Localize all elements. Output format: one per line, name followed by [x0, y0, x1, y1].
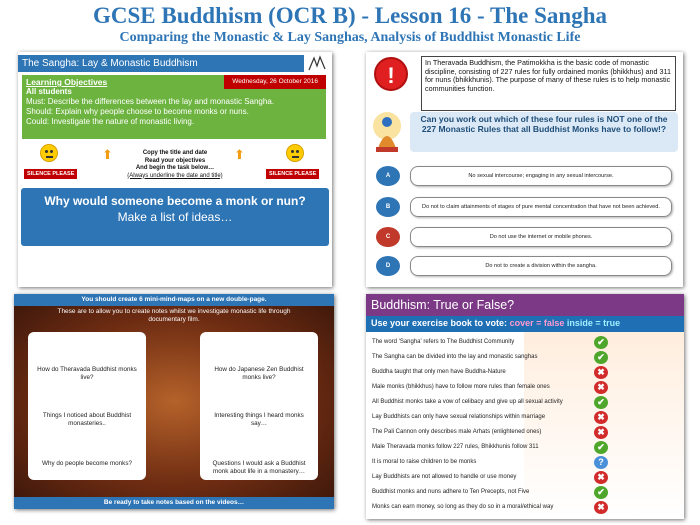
silence-badge: SILENCE PLEASE — [24, 169, 77, 179]
learning-objectives — [22, 75, 326, 139]
mind-map-right — [200, 332, 318, 480]
statement: The Sangha can be divided into the lay and monastic sanghas — [372, 354, 538, 360]
mind-map-prompt: Interesting things I heard monks say… — [214, 412, 304, 427]
option-letter: A — [376, 166, 400, 186]
mind-map-prompt: Questions I would ask a Buddhist monk about life in a monastery… — [212, 460, 306, 475]
mind-map-footer: Be ready to take notes based on the videos… — [14, 497, 334, 509]
calligraphy-icon — [306, 54, 328, 74]
lo-sub: All students — [26, 87, 72, 96]
slide-intro[interactable] — [18, 52, 332, 287]
mind-map-prompt: How do Theravada Buddhist monks live? — [37, 366, 137, 381]
warning-icon: ! — [374, 57, 408, 91]
quiz-question: Can you work out which of these four rules is NOT one of the 227 Monastic Rules that all Buddhist Monks have to follow!? — [410, 112, 678, 152]
option-text: Do not use the internet or mobile phones. — [410, 227, 672, 247]
statement: Monks can earn money, so long as they do so in a moral/ethical way — [372, 504, 554, 510]
option-b[interactable] — [376, 197, 676, 217]
vote-instruction — [366, 316, 684, 332]
patimokkha-info: In Theravada Buddhism, the Patimokkha is the basic code of monastic discipline, consisting of 227 rules for fully ordained monks (bhikkhus) and 311 for nuns (bhikkhunis). The purpose of many of these rules is to help monastic communities function. — [421, 56, 676, 111]
instruction: (Always underline the date and title) — [127, 172, 223, 179]
date-badge: Wednesday, 26 October 2016 — [224, 75, 326, 89]
statement: All Buddhist monks take a vow of celibacy and give up all sexual activity — [372, 399, 563, 405]
option-letter: B — [376, 197, 400, 217]
tick-icon: ✔ — [594, 486, 608, 499]
question-text: Why would someone become a monk or nun? — [44, 194, 306, 208]
mind-map-left — [28, 332, 146, 480]
cross-icon: ✖ — [594, 366, 608, 379]
slide-mind-maps[interactable] — [14, 294, 334, 509]
tick-icon: ✔ — [594, 396, 608, 409]
instruction: And begin the task below… — [135, 165, 215, 171]
arrow-up-icon: ⬆ — [234, 147, 245, 162]
statement: Lay Buddhists can only have sexual relationships within marriage — [372, 414, 546, 420]
option-text: Do not to claim attainments of stages of pure mental concentration that have not been achieved. — [410, 197, 672, 217]
tick-icon: ✔ — [594, 351, 608, 364]
option-text: No sexual intercourse; engaging in any sexual intercourse. — [410, 166, 672, 186]
slide-intro-title: The Sangha: Lay & Monastic Buddhism — [18, 55, 304, 72]
mind-map-prompt: How do Japanese Zen Buddhist monks live? — [214, 366, 304, 381]
lo-must: Must: Describe the differences between the lay and monastic Sangha. — [26, 97, 274, 106]
lo-could: Could: Investigate the nature of monastic living. — [26, 117, 195, 126]
option-letter: D — [376, 256, 400, 276]
option-a[interactable] — [376, 166, 676, 186]
true-false-title: Buddhism: True or False? — [366, 294, 684, 316]
mind-map-prompt: Things I noticed about Buddhist monasteries.. — [42, 412, 132, 427]
statement: The Pali Cannon only describes male Arhats (enlightened ones) — [372, 429, 542, 435]
statement: Male Theravada monks follow 227 rules, Bhikkhunis follow 311 — [372, 444, 539, 450]
instruction: Read your objectives — [144, 157, 206, 164]
option-c[interactable] — [376, 227, 676, 247]
buddha-icon — [370, 110, 404, 154]
page-title: GCSE Buddhism (OCR B) - Lesson 16 - The Sangha — [92, 3, 608, 28]
arrow-up-icon: ⬆ — [102, 147, 113, 162]
silence-badge: SILENCE PLEASE — [266, 169, 319, 179]
statement: The word 'Sangha' refers to The Buddhist Community — [372, 339, 515, 345]
page-subtitle: Comparing the Monastic & Lay Sanghas, Analysis of Buddhist Monastic Life — [119, 30, 581, 45]
slide-true-false[interactable] — [366, 294, 684, 519]
tick-icon: ✔ — [594, 441, 608, 454]
lo-should: Should: Explain why people choose to become monks or nuns. — [26, 107, 249, 116]
inside-label: inside = true — [566, 318, 621, 328]
mind-map-sub: These are to allow you to create notes whilst we investigate monastic life through documentary film. — [57, 308, 291, 323]
statement: Buddhist monks and nuns adhere to Ten Precepts, not Five — [372, 489, 530, 495]
tick-icon: ✔ — [594, 336, 608, 349]
instructions — [100, 147, 250, 180]
cross-icon: ✖ — [594, 501, 608, 514]
cross-icon: ✖ — [594, 381, 608, 394]
mind-map-prompt: Why do people become monks? — [42, 460, 132, 467]
cross-icon: ✖ — [594, 471, 608, 484]
shush-emoji-icon — [286, 144, 304, 162]
shush-emoji-icon — [40, 144, 58, 162]
mind-map-header: You should create 6 mini-mind-maps on a new double-page. — [14, 294, 334, 306]
page-header — [0, 2, 700, 46]
vote-text: Use your exercise book to vote: — [371, 318, 508, 328]
cover-label: cover = false — [509, 318, 565, 328]
statement: Lay Buddhists are not allowed to handle or use money — [372, 474, 517, 480]
option-letter: C — [376, 227, 400, 247]
option-text: Do not to create a division within the sangha. — [410, 256, 672, 276]
task-text: Make a list of ideas… — [117, 210, 233, 224]
question-mark-icon: ? — [594, 456, 608, 469]
starter-question — [21, 188, 329, 246]
cross-icon: ✖ — [594, 426, 608, 439]
statement: It is moral to raise children to be monks — [372, 459, 477, 465]
lo-heading: Learning Objectives — [26, 77, 108, 87]
statement: Buddha taught that only men have Buddha-Nature — [372, 369, 506, 375]
statement: Male monks (bhikkhus) have to follow more rules than female ones — [372, 384, 550, 390]
cross-icon: ✖ — [594, 411, 608, 424]
instruction: Copy the title and date — [142, 150, 208, 156]
slide-rules-quiz[interactable] — [366, 52, 683, 287]
option-d[interactable] — [376, 256, 676, 276]
